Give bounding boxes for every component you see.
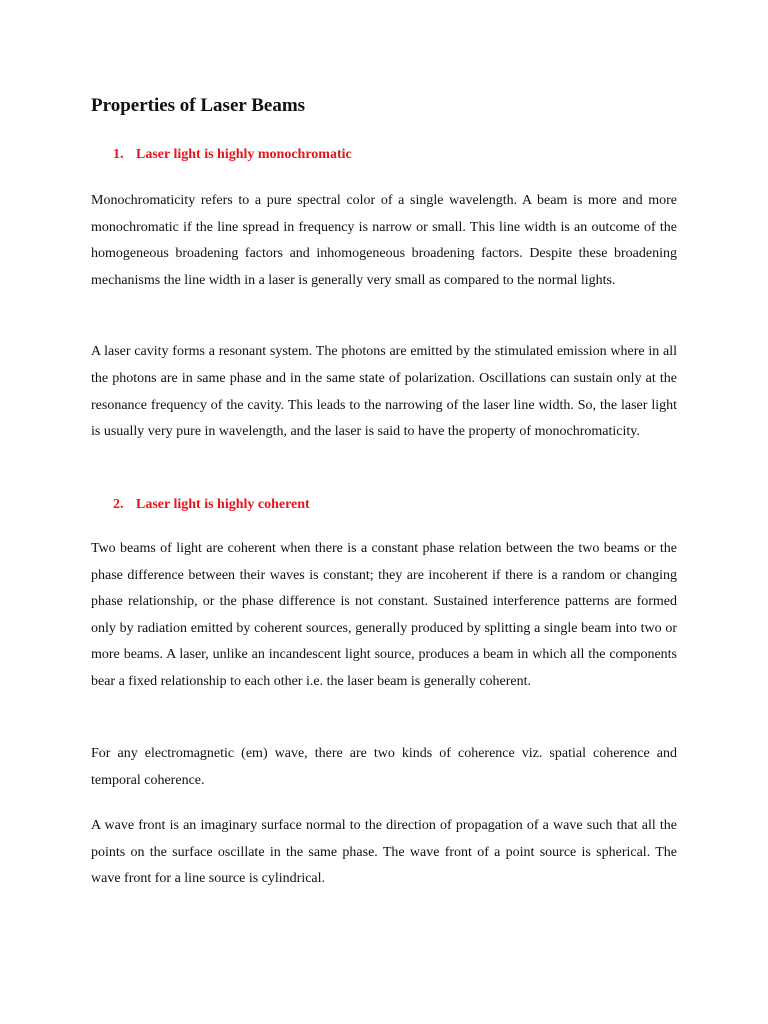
section-heading-text: Laser light is highly monochromatic xyxy=(136,147,352,162)
document-title: Properties of Laser Beams xyxy=(91,95,306,116)
paragraph: Monochromaticity refers to a pure spectral color of a single wavelength. A beam is more and more monochromatic if the line spread in frequency is narrow or small. This line width is an outcome of the homogeneous broadening factors and inhomogeneous broadening factors. Despite these broadening mechanisms the line width in a laser is generally very small as compared to the normal lights. xyxy=(91,193,677,288)
paragraph: For any electromagnetic (em) wave, there are two kinds of coherence viz. spatial coherence and temporal coherence. xyxy=(91,746,677,788)
section-heading-2 xyxy=(113,496,310,514)
paragraph: A wave front is an imaginary surface normal to the direction of propagation of a wave such that all the points on the surface oscillate in the same phase. The wave front of a point source is spherical. The wave front for a line source is cylindrical. xyxy=(91,818,677,886)
section-heading-text: Laser light is highly coherent xyxy=(136,497,310,512)
paragraph: Two beams of light are coherent when there is a constant phase relation between the two beams or the phase difference between their waves is constant; they are incoherent if there is a random or changing phase relationship, or the phase difference is not constant. Sustained interference patterns are formed only by radiation emitted by coherent sources, generally produced by splitting a single beam into two or more beams. A laser, unlike an incandescent light source, produces a beam in which all the components bear a fixed relationship to each other i.e. the laser beam is generally coherent. xyxy=(91,541,677,689)
section-number: 1. xyxy=(113,147,124,162)
section-number: 2. xyxy=(113,497,124,512)
section-heading-1 xyxy=(113,146,352,164)
paragraph: A laser cavity forms a resonant system. The photons are emitted by the stimulated emission where in all the photons are in same phase and in the same state of polarization. Oscillations can sustain only at the resonance frequency of the cavity. This leads to the narrowing of the laser line width. So, the laser light is usually very pure in wavelength, and the laser is said to have the property of monochromaticity. xyxy=(91,344,677,440)
